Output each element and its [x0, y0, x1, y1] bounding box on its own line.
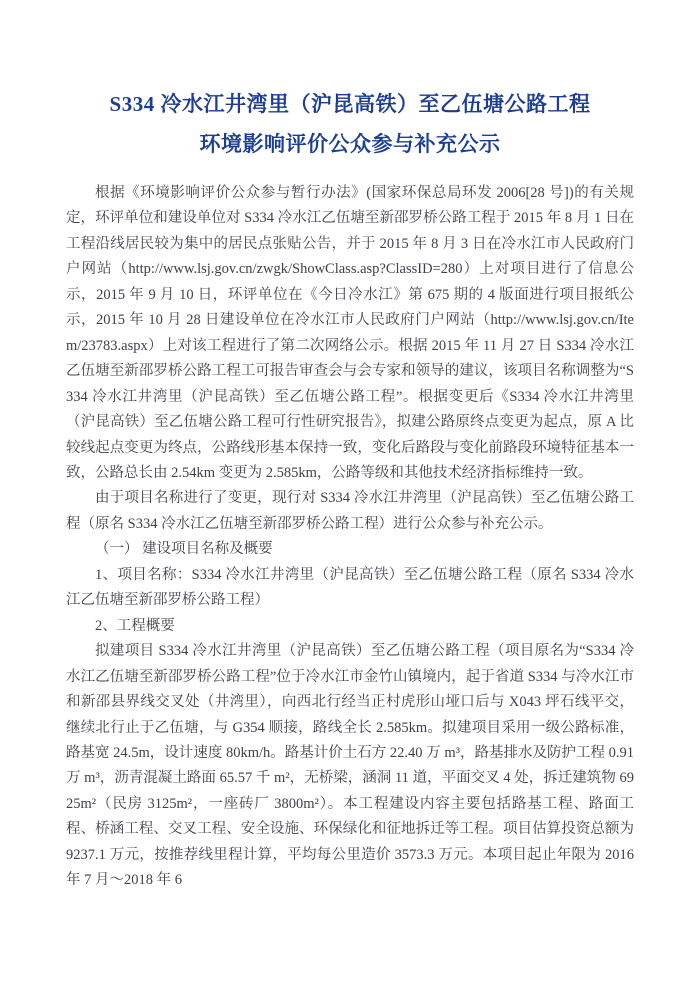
document-title-line2: 环境影响评价公众参与补充公示	[199, 132, 501, 156]
section-heading-project-name-and-summary: （一） 建设项目名称及概要	[95, 541, 273, 558]
paragraph-project-summary: 拟建项目 S334 冷水江井湾里（沪昆高铁）至乙伍塘公路工程（项目原名为“S334 冷水江乙伍塘至新邵罗桥公路工程”位于冷水江市金竹山镇境内，起于省道 S334 与冷水江市和新邵县界线交叉处（井湾里），向西北行经当正村虎形山垭口后与 X043 坪石线平交，继续北行止于乙伍塘，与 G354 顺接，路线全长 2.585km。拟建项目采用一级公路标准，路基宽 24.5m，设计速度 80km/h。路基计价土石方 22.40 万 m³，路基排水及防护工程 0.91 万 m³，沥青混凝土路面 65.57 千 m²，无桥梁，涵洞 11 道，平面交叉 4 处，拆迁建筑物 6925m²（民房 3125m²，一座砖厂 3800m²）。本工程建设内容主要包括路基工程、路面工程、桥涵工程、交叉工程、安全设施、环保绿化和征地拆迁等工程。项目估算投资总额为 9237.1 万元，按推荐线里程计算，平均每公里造价 3573.3 万元。本项目起止年限为 2016 年 7 月～2018 年 6	[66, 643, 634, 889]
document-title-line1: S334 冷水江井湾里（沪昆高铁）至乙伍塘公路工程	[109, 92, 591, 116]
paragraph-rename-announcement: 由于项目名称进行了变更，现行对 S334 冷水江井湾里（沪昆高铁）至乙伍塘公路工程（原名 S334 冷水江乙伍塘至新邵罗桥公路工程）进行公众参与补充公示。	[66, 490, 634, 532]
item-project-name: 1、项目名称：S334 冷水江井湾里（沪昆高铁）至乙伍塘公路工程（原名 S334 冷水江乙伍塘至新邵罗桥公路工程）	[66, 566, 634, 609]
item-project-summary-heading: 2、工程概要	[95, 617, 175, 634]
paragraph-public-notice-history: 根据《环境影响评价公众参与暂行办法》(国家环保总局环发 2006[28 号])的有关规定，环评单位和建设单位对 S334 冷水江乙伍塘至新邵罗桥公路工程于 2015 年 8 月 1 日在工程沿线居民较为集中的居民点张贴公告，并于 2015 年 8 月 3 日在冷水江市人民政府门户网站（http://www.lsj.gov.cn/zwgk/ShowClass.asp?ClassID=280）上对项目进行了信息公示，2015 年 9 月 10 日，环评单位在《今日冷水江》第 675 期的 4 版面进行项目报纸公示，2015 年 10 月 28 日建设单位在冷水江市人民政府门户网站（http://www.lsj.gov.cn/Item/23783.aspx）上对该工程进行了第二次网络公示。根据 2015 年 11 月 27 日 S334 冷水江乙伍塘至新邵罗桥公路工程工可报告审查会与会专家和领导的建议，该项目名称调整为“S334 冷水江井湾里（沪昆高铁）至乙伍塘公路工程”。根据变更后《S334 冷水江井湾里（沪昆高铁）至乙伍塘公路工程可行性研究报告》，拟建公路原终点变更为起点，原 A 比较线起点变更为终点，公路线形基本保持一致，变化后路段与变化前路段环境特征基本一致，公路总长由 2.54km 变更为 2.585km，公路等级和其他技术经济指标维持一致。	[66, 185, 634, 481]
document-body	[66, 181, 634, 894]
